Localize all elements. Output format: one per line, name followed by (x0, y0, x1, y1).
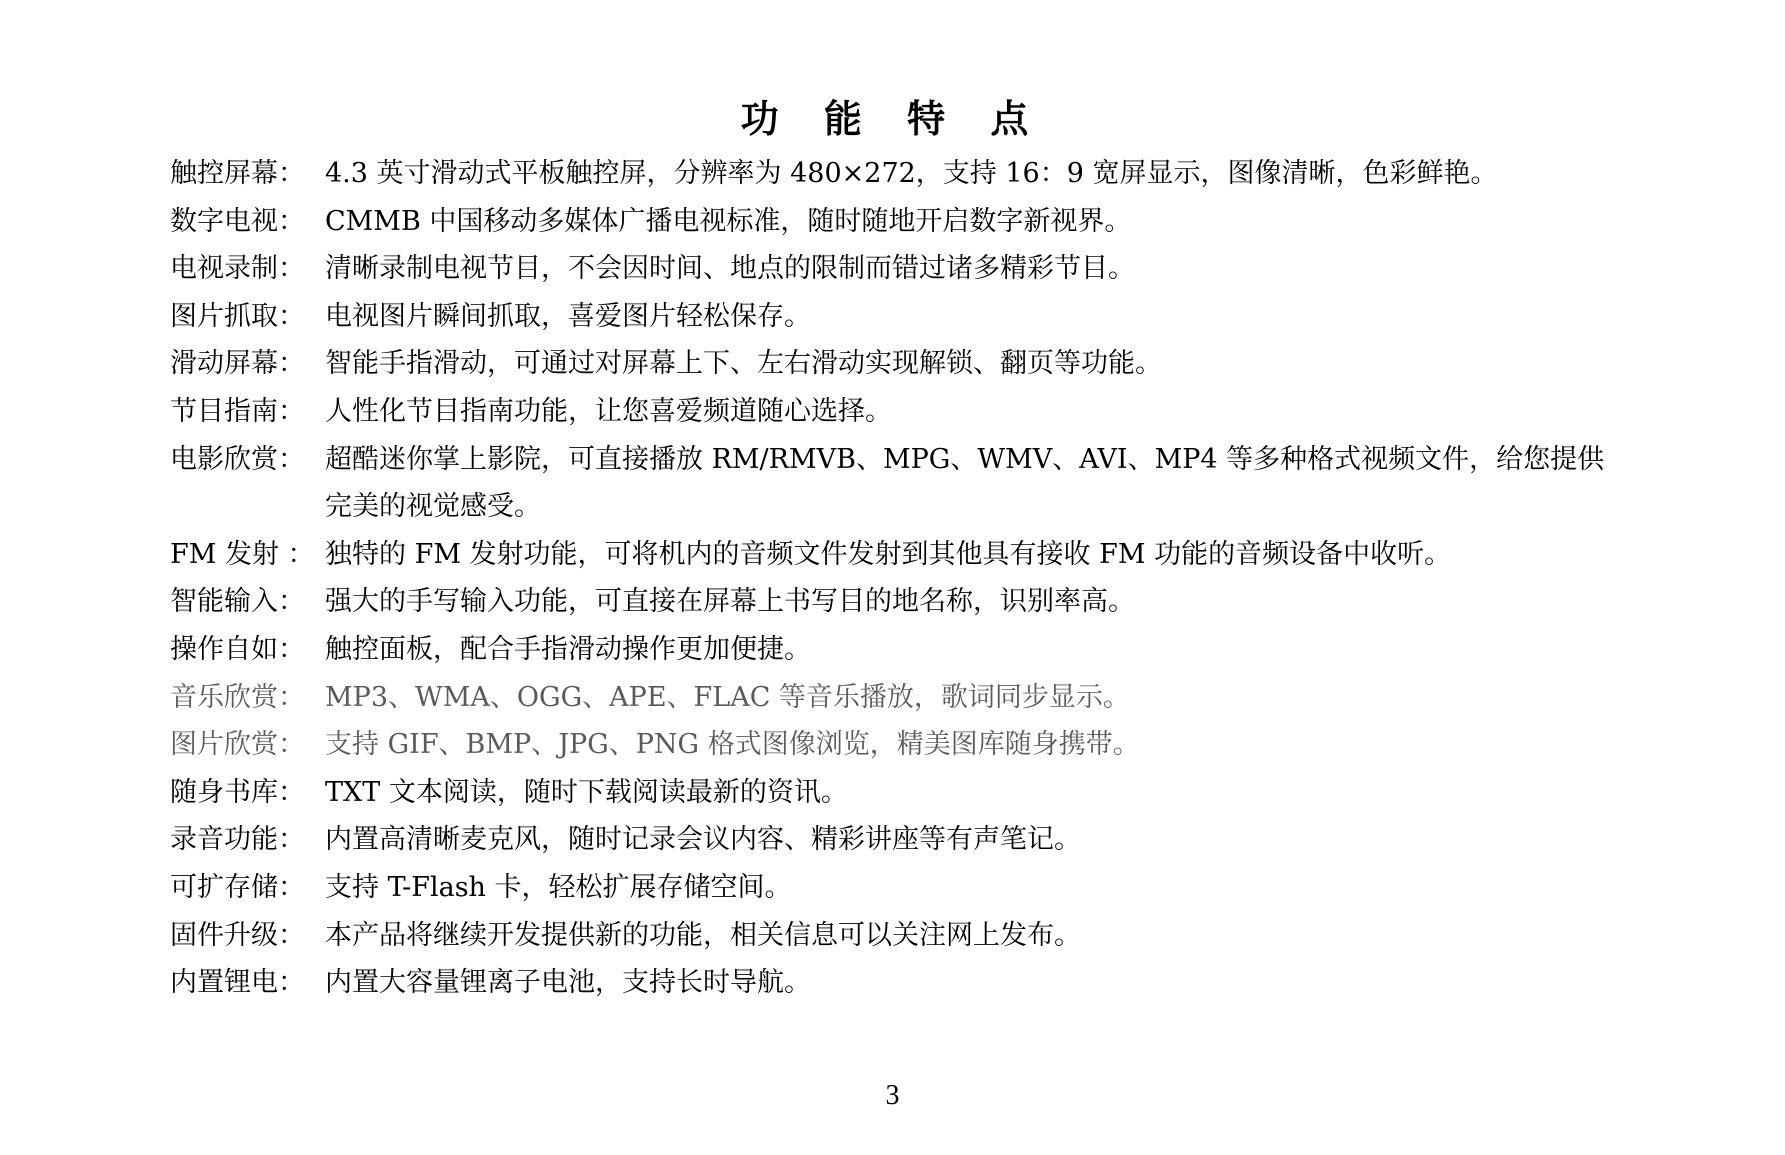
feature-label: 固件升级： (170, 919, 305, 951)
feature-description: 支持 GIF、BMP、JPG、PNG 格式图像浏览，精美图库随身携带。 (325, 729, 1140, 761)
feature-label: 滑动屏幕： (170, 348, 305, 380)
feature-label: 图片抓取： (170, 300, 305, 332)
feature-description: 超酷迷你掌上影院，可直接播放 RM/RMVB、MPG、WMV、AVI、MP4 等多种格式视频文件，给您提供完美的视觉感受。 (325, 443, 1605, 523)
feature-label: 智能输入： (170, 586, 305, 618)
feature-description: 电视图片瞬间抓取，喜爱图片轻松保存。 (325, 300, 811, 332)
feature-description: MP3、WMA、OGG、APE、FLAC 等音乐播放，歌词同步显示。 (325, 681, 1130, 713)
feature-label: 内置锂电： (170, 967, 305, 999)
feature-list (170, 150, 1630, 1007)
feature-description: 内置高清晰麦克风，随时记录会议内容、精彩讲座等有声笔记。 (325, 824, 1081, 856)
feature-item-movie (170, 436, 1630, 531)
feature-item-firmware-upgrade (170, 912, 1630, 960)
feature-item-photo-viewer (170, 721, 1630, 769)
feature-description: CMMB 中国移动多媒体广播电视标准，随时随地开启数字新视界。 (325, 205, 1132, 237)
feature-item-digital-tv (170, 198, 1630, 246)
feature-label: 图片欣赏： (170, 729, 305, 761)
page-number: 3 (885, 1080, 900, 1111)
feature-description: 4.3 英寸滑动式平板触控屏，分辨率为 480×272，支持 16：9 宽屏显示，图像清晰，色彩鲜艳。 (325, 158, 1498, 189)
feature-label: 触控屏幕： (170, 158, 305, 189)
feature-label: 数字电视： (170, 205, 305, 237)
feature-item-easy-operation (170, 626, 1630, 674)
feature-label: 电视录制： (170, 253, 305, 285)
feature-item-slide-screen (170, 340, 1630, 388)
feature-description: 触控面板，配合手指滑动操作更加便捷。 (325, 633, 811, 665)
feature-label: 电影欣赏： (170, 443, 305, 475)
feature-description: 人性化节目指南功能，让您喜爱频道随心选择。 (325, 395, 892, 427)
feature-label: FM 发射 ： (170, 538, 315, 570)
feature-description: 独特的 FM 发射功能，可将机内的音频文件发射到其他具有接收 FM 功能的音频设备中收听。 (325, 538, 1452, 570)
feature-label: 节目指南： (170, 395, 305, 427)
feature-description: 支持 T-Flash 卡，轻松扩展存储空间。 (325, 871, 792, 903)
feature-item-fm-transmit (170, 531, 1630, 579)
feature-item-smart-input (170, 578, 1630, 626)
feature-label: 随身书库： (170, 776, 305, 808)
feature-label: 录音功能： (170, 824, 305, 856)
feature-item-music (170, 674, 1630, 722)
feature-label: 音乐欣赏： (170, 681, 305, 713)
feature-description: 强大的手写输入功能，可直接在屏幕上书写目的地名称，识别率高。 (325, 586, 1135, 618)
feature-item-battery (170, 959, 1630, 1007)
feature-item-program-guide (170, 388, 1630, 436)
feature-item-ebook (170, 769, 1630, 817)
feature-label: 可扩存储： (170, 871, 305, 903)
feature-description: 清晰录制电视节目，不会因时间、地点的限制而错过诸多精彩节目。 (325, 253, 1135, 285)
feature-item-tv-recording (170, 245, 1630, 293)
feature-description: 本产品将继续开发提供新的功能，相关信息可以关注网上发布。 (325, 919, 1081, 951)
feature-description: TXT 文本阅读，随时下载阅读最新的资讯。 (325, 776, 848, 808)
feature-item-expandable-storage (170, 864, 1630, 912)
feature-description: 内置大容量锂离子电池，支持长时导航。 (325, 967, 811, 999)
feature-label: 操作自如： (170, 633, 305, 665)
feature-item-recording (170, 816, 1630, 864)
feature-item-touchscreen (170, 150, 1630, 198)
page-title: 功 能 特 点 (740, 96, 1045, 141)
feature-description: 智能手指滑动，可通过对屏幕上下、左右滑动实现解锁、翻页等功能。 (325, 348, 1162, 380)
feature-item-image-capture (170, 293, 1630, 341)
